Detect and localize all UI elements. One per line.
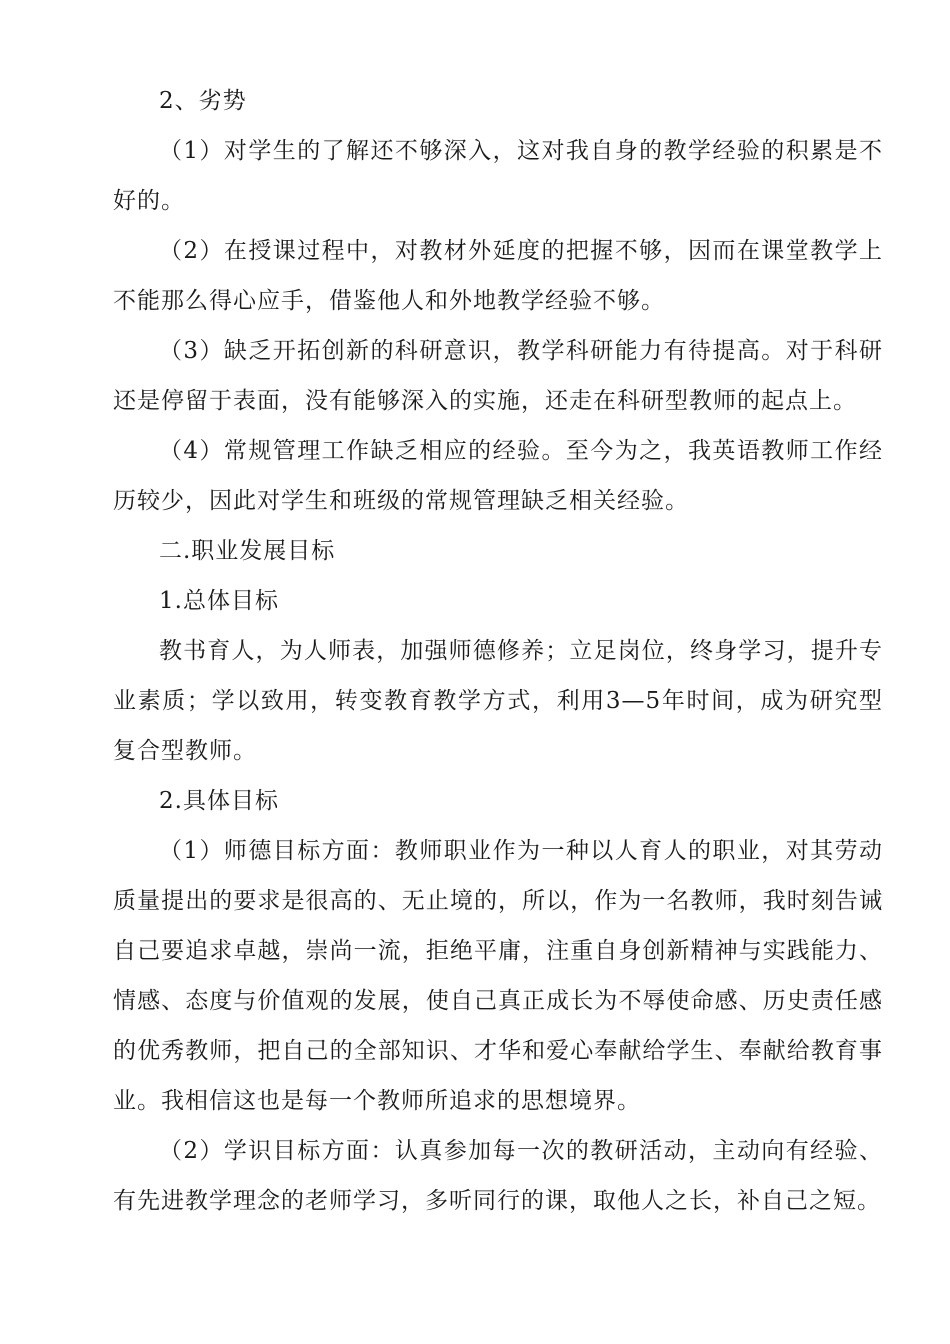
section-heading-career-goals: 二.职业发展目标 bbox=[159, 538, 336, 564]
subsection-heading-overall-goal: 1.总体目标 bbox=[159, 588, 279, 614]
specific-goal-knowledge: （2）学识目标方面：认真参加每一次的教研活动，主动向有经验、有先进教学理念的老师学习，多听同行的课，取他人之长，补自己之短。 bbox=[113, 1138, 883, 1214]
subsection-heading-specific-goals: 2.具体目标 bbox=[159, 788, 279, 814]
overall-goal-paragraph: 教书育人，为人师表，加强师德修养；立足岗位，终身学习，提升专业素质；学以致用，转变教育教学方式，利用3—5年时间，成为研究型复合型教师。 bbox=[113, 638, 883, 764]
document-body bbox=[113, 76, 883, 1226]
specific-goal-ethics: （1）师德目标方面：教师职业作为一种以人育人的职业，对其劳动质量提出的要求是很高的、无止境的，所以，作为一名教师，我时刻告诫自己要追求卓越，崇尚一流，拒绝平庸，注重自身创新精神与实践能力、情感、态度与价值观的发展，使自己真正成长为不辱使命感、历史责任感的优秀教师，把自己的全部知识、才华和爱心奉献给学生、奉献给教育事业。我相信这也是每一个教师所追求的思想境界。 bbox=[113, 838, 883, 1114]
weakness-item-4: （4）常规管理工作缺乏相应的经验。至今为之，我英语教师工作经历较少，因此对学生和班级的常规管理缺乏相关经验。 bbox=[113, 438, 883, 514]
section-heading-weaknesses: 2、劣势 bbox=[159, 88, 247, 114]
weakness-item-2: （2）在授课过程中，对教材外延度的把握不够，因而在课堂教学上不能那么得心应手，借鉴他人和外地教学经验不够。 bbox=[113, 238, 883, 314]
weakness-item-1: （1）对学生的了解还不够深入，这对我自身的教学经验的积累是不好的。 bbox=[113, 138, 883, 214]
weakness-item-3: （3）缺乏开拓创新的科研意识，教学科研能力有待提高。对于科研还是停留于表面，没有能够深入的实施，还走在科研型教师的起点上。 bbox=[113, 338, 883, 414]
